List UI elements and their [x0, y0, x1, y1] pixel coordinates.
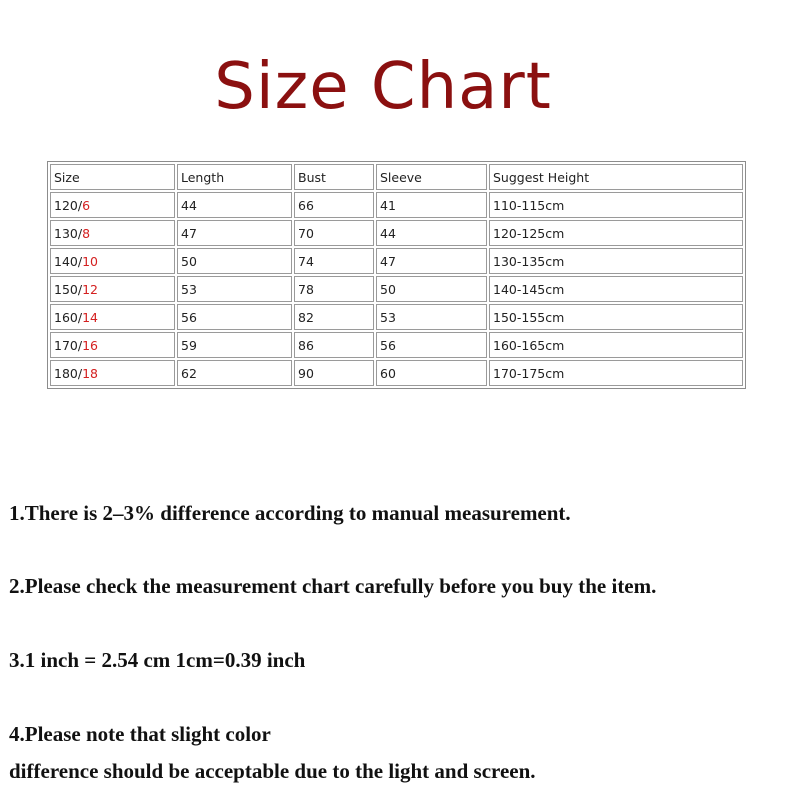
table-row: [50, 332, 743, 358]
size-cm: 170: [54, 337, 78, 353]
cell-height: 130-135cm: [489, 248, 743, 274]
note-2: 2.Please check the measurement chart carefully before you buy the item.: [9, 574, 657, 598]
header-sleeve: Sleeve: [376, 164, 487, 190]
cell-length: 44: [177, 192, 292, 218]
cell-size: 120/6: [50, 192, 175, 218]
table-row: [50, 220, 743, 246]
size-kid: 16: [82, 337, 98, 353]
cell-height: 140-145cm: [489, 276, 743, 302]
size-kid: 10: [82, 253, 98, 269]
cell-height: 160-165cm: [489, 332, 743, 358]
size-kid: 6: [82, 197, 91, 213]
cell-sleeve: 47: [376, 248, 487, 274]
note-4-line-2: difference should be acceptable due to the light and screen.: [9, 759, 536, 783]
size-kid: 8: [82, 225, 91, 241]
size-kid: 18: [82, 365, 98, 381]
table-row: [50, 360, 743, 386]
size-table: [47, 161, 746, 389]
cell-size: 130/8: [50, 220, 175, 246]
cell-sleeve: 50: [376, 276, 487, 302]
cell-bust: 86: [294, 332, 374, 358]
cell-bust: 70: [294, 220, 374, 246]
cell-bust: 82: [294, 304, 374, 330]
cell-size: 180/18: [50, 360, 175, 386]
cell-height: 110-115cm: [489, 192, 743, 218]
cell-height: 120-125cm: [489, 220, 743, 246]
cell-length: 50: [177, 248, 292, 274]
cell-length: 53: [177, 276, 292, 302]
cell-length: 47: [177, 220, 292, 246]
cell-bust: 78: [294, 276, 374, 302]
cell-bust: 66: [294, 192, 374, 218]
cell-sleeve: 53: [376, 304, 487, 330]
cell-bust: 90: [294, 360, 374, 386]
cell-sleeve: 41: [376, 192, 487, 218]
cell-size: 160/14: [50, 304, 175, 330]
table-row: [50, 192, 743, 218]
page-title: Size Chart: [214, 50, 552, 124]
size-cm: 130: [54, 225, 78, 241]
cell-size: 140/10: [50, 248, 175, 274]
table-header-row: [50, 164, 743, 190]
note-3: 3.1 inch = 2.54 cm 1cm=0.39 inch: [9, 648, 306, 672]
cell-sleeve: 56: [376, 332, 487, 358]
header-suggest-height: Suggest Height: [489, 164, 743, 190]
cell-length: 56: [177, 304, 292, 330]
table-row: [50, 304, 743, 330]
header-length: Length: [177, 164, 292, 190]
table-row: [50, 248, 743, 274]
size-cm: 150: [54, 281, 78, 297]
cell-bust: 74: [294, 248, 374, 274]
table-row: [50, 276, 743, 302]
note-1: 1.There is 2–3% difference according to manual measurement.: [9, 501, 571, 525]
cell-length: 59: [177, 332, 292, 358]
cell-sleeve: 60: [376, 360, 487, 386]
size-kid: 12: [82, 281, 98, 297]
cell-length: 62: [177, 360, 292, 386]
cell-height: 170-175cm: [489, 360, 743, 386]
size-cm: 180: [54, 365, 78, 381]
size-kid: 14: [82, 309, 98, 325]
size-cm: 160: [54, 309, 78, 325]
header-bust: Bust: [294, 164, 374, 190]
note-4-line-1: 4.Please note that slight color: [9, 722, 271, 746]
size-cm: 120: [54, 197, 78, 213]
cell-height: 150-155cm: [489, 304, 743, 330]
size-cm: 140: [54, 253, 78, 269]
header-size: Size: [50, 164, 175, 190]
cell-sleeve: 44: [376, 220, 487, 246]
cell-size: 170/16: [50, 332, 175, 358]
cell-size: 150/12: [50, 276, 175, 302]
